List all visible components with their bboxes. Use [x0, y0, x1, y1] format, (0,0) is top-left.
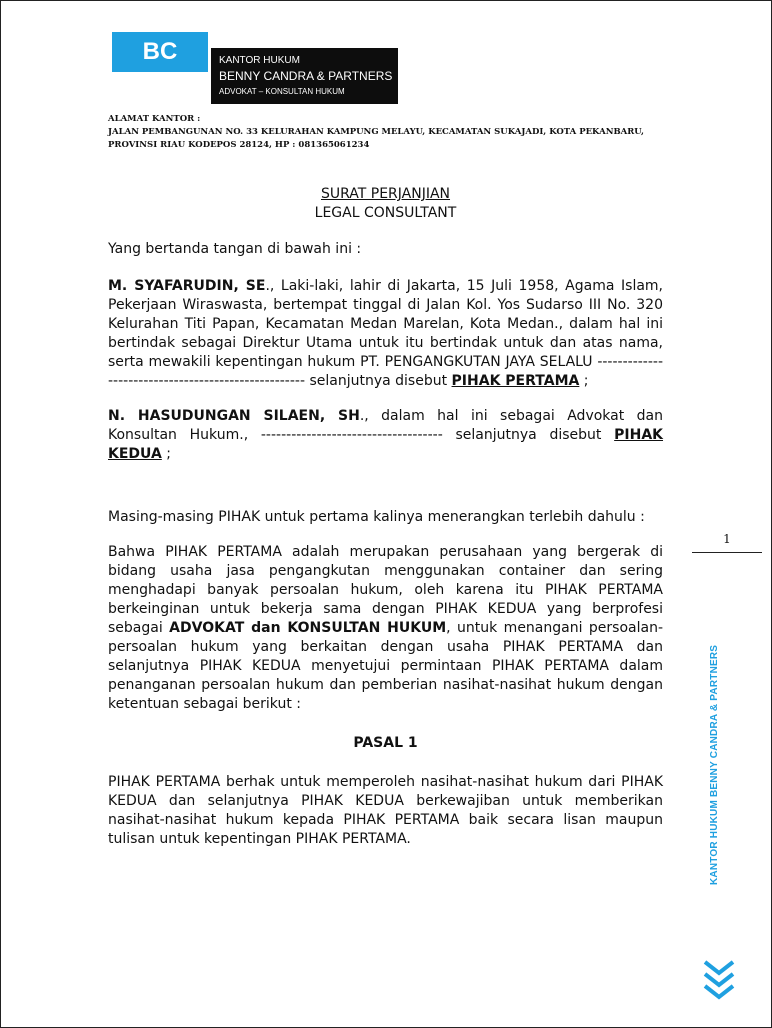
party-two-text: ., dalam hal ini sebagai Advokat dan Konsultan Hukum., ------------------------------------ selanjutnya disebut [108, 408, 663, 443]
firm-line-1: KANTOR HUKUM [219, 55, 300, 66]
address-label: ALAMAT KANTOR : [108, 114, 201, 124]
double-chevron-down-icon [703, 958, 735, 1008]
party-one-text: ., Laki-laki, lahir di Jakarta, 15 Juli 1958, Agama Islam, Pekerjaan Wiraswasta, bertempat tinggal di Jalan Kol. Yos Sudarso III No. 320 Kelurahan Titi Papan, Kecamatan Medan Marelan, Kota Medan., dalam hal ini bertindak sebagai Direktur Utama untuk itu bertindak untuk dan atas nama, serta mewakili kepentingan hukum PT. PENGANGKUTAN JAYA SELALU ---------------------------------------------------- selanjutnya disebut [108, 278, 663, 389]
firm-logo [112, 32, 208, 72]
document-body [108, 240, 663, 849]
party-one-label: PIHAK PERTAMA [451, 373, 580, 389]
firm-line-2: BENNY CANDRA & PARTNERS [219, 69, 393, 83]
party-one-end: ; [583, 373, 589, 389]
document-title [108, 185, 663, 223]
pasal-1-text: PIHAK PERTAMA berhak untuk memperoleh nasihat-nasihat hukum dari PIHAK KEDUA dan selanjutnya PIHAK KEDUA berkewajiban untuk memberikan nasihat-nasihat hukum kepada PIHAK PERTAMA baik secara lisan maupun tulisan untuk kepentingan PIHAK PERTAMA. [108, 774, 663, 847]
office-address [108, 113, 668, 152]
intro-paragraph: Yang bertanda tangan di bawah ini : [108, 241, 362, 257]
party-one-paragraph [108, 277, 663, 391]
bahwa-paragraph [108, 543, 663, 714]
bahwa-bold: ADVOKAT dan KONSULTAN HUKUM [169, 620, 447, 636]
pasal-1-heading: PASAL 1 [353, 735, 418, 751]
party-two-end: ; [166, 446, 171, 462]
bahwa-text-1: Bahwa PIHAK PERTAMA adalah merupakan perusahaan yang bergerak di bidang usaha jasa pengangkutan menggunakan container dan sering menghadapi banyak persoalan hukum, oleh karena itu PIHAK PERTAMA berkeinginan untuk bekerja sama dengan PIHAK KEDUA yang berprofesi sebagai [108, 544, 663, 636]
title-line-1: SURAT PERJANJIAN [320, 186, 451, 202]
address-line-2: PROVINSI RIAU KODEPOS 28124, HP : 081365061234 [108, 140, 370, 150]
party-one-name: M. SYAFARUDIN, SE [108, 278, 266, 294]
masing-paragraph: Masing-masing PIHAK untuk pertama kalinya menerangkan terlebih dahulu : [108, 509, 645, 525]
firm-name-box [211, 48, 398, 104]
party-two-name: N. HASUDUNGAN SILAEN, SH [108, 408, 360, 424]
party-two-label: PIHAK KEDUA [108, 427, 664, 462]
side-banner: KANTOR HUKUM BENNY CANDRA & PARTNERS [709, 644, 720, 885]
party-two-paragraph [108, 407, 663, 464]
firm-line-3: ADVOKAT – KONSULTAN HUKUM [219, 87, 345, 96]
bahwa-text-2: , untuk menangani persoalan-persoalan hukum yang berkaitan dengan usaha PIHAK PERTAMA dan selanjutnya PIHAK KEDUA menyetujui permintaan PIHAK PERTAMA dalam penanganan persoalan hukum dan pemberian nasihat-nasihat hukum dengan ketentuan sebagai berikut : [108, 620, 663, 712]
address-line-1: JALAN PEMBANGUNAN NO. 33 KELURAHAN KAMPUNG MELAYU, KECAMATAN SUKAJADI, KOTA PEKANBARU, [108, 127, 644, 137]
title-line-2: LEGAL CONSULTANT [314, 205, 457, 221]
logo-text: BC [142, 38, 178, 65]
page-number: 1 [692, 530, 762, 553]
